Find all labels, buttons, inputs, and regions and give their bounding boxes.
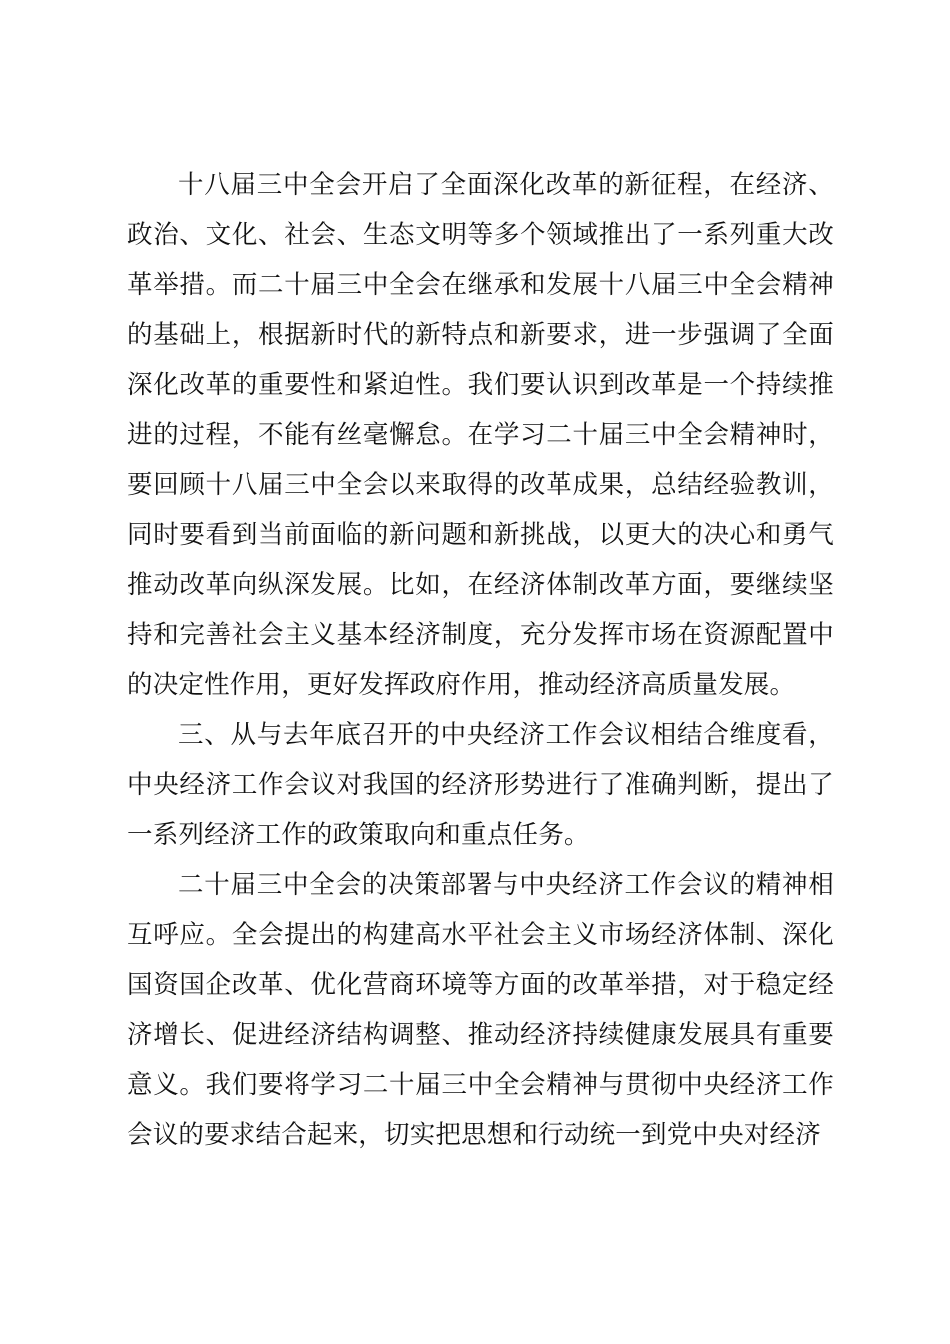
paragraph-reform-history: 十八届三中全会开启了全面深化改革的新征程，在经济、政治、文化、社会、生态文明等多个领域推出了一系列重大改革举措。而二十届三中全会在继承和发展十八届三中全会精神的基础上，根据新时代的新特点和新要求，进一步强调了全面深化改革的重要性和紧迫性。我们要认识到改革是一个持续推进的过程，不能有丝毫懈怠。在学习二十届三中全会精神时，要回顾十八届三中全会以来取得的改革成果，总结经验教训，同时要看到当前面临的新问题和新挑战，以更大的决心和勇气推动改革向纵深发展。比如，在经济体制改革方面，要继续坚持和完善社会主义基本经济制度，充分发挥市场在资源配置中的决定性作用，更好发挥政府作用，推动经济高质量发展。 [127, 170, 834, 700]
paragraph-decision-alignment: 二十届三中全会的决策部署与中央经济工作会议的精神相互呼应。全会提出的构建高水平社会主义市场经济体制、深化国资国企改革、优化营商环境等方面的改革举措，对于稳定经济增长、促进经济结构调整、推动经济持续健康发展具有重要意义。我们要将学习二十届三中全会精神与贯彻中央经济工作会议的要求结合起来，切实把思想和行动统一到党中央对经济 [127, 870, 834, 1150]
document-body [127, 160, 834, 1160]
paragraph-economic-conference-heading: 三、从与去年底召开的中央经济工作会议相结合维度看，中央经济工作会议对我国的经济形势进行了准确判断，提出了一系列经济工作的政策取向和重点任务。 [127, 720, 834, 850]
